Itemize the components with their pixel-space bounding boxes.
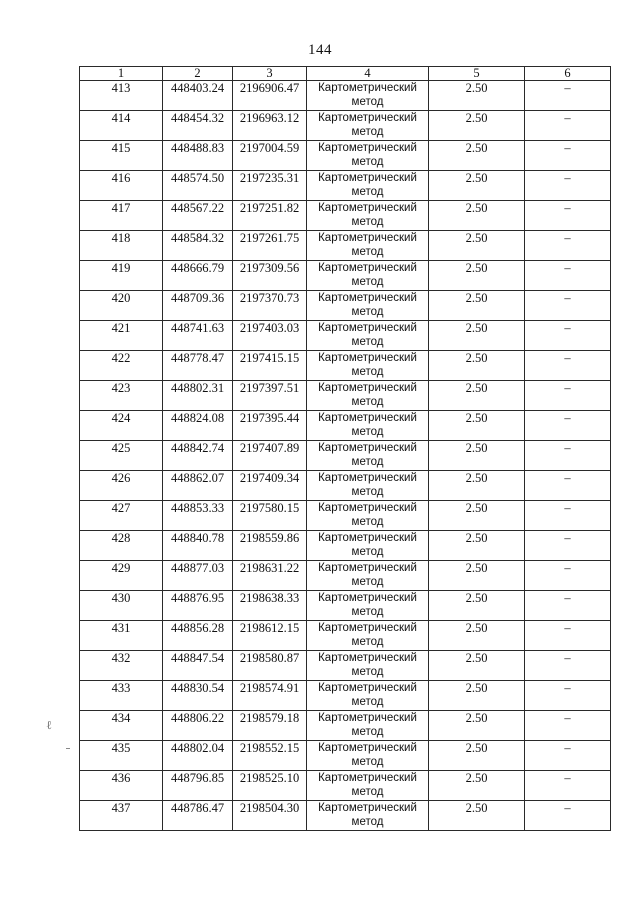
x-coordinate: 448862.07 [163, 471, 233, 501]
table-header-row [80, 67, 611, 81]
note-dash: – [525, 441, 611, 471]
method-line-1: Картометрический [318, 532, 417, 544]
x-coordinate: 448802.04 [163, 741, 233, 771]
method-line-2: метод [351, 366, 384, 378]
point-number: 414 [80, 111, 163, 141]
x-coordinate: 448796.85 [163, 771, 233, 801]
method-line-2: метод [351, 726, 384, 738]
method-cell [307, 111, 429, 141]
method-cell [307, 741, 429, 771]
method-line-1: Картометрический [318, 232, 417, 244]
note-dash: – [525, 711, 611, 741]
table-row [80, 621, 611, 651]
note-dash: – [525, 771, 611, 801]
method-cell [307, 471, 429, 501]
method-line-2: метод [351, 666, 384, 678]
table-row [80, 141, 611, 171]
accuracy-value: 2.50 [429, 711, 525, 741]
table-row [80, 801, 611, 831]
x-coordinate: 448847.54 [163, 651, 233, 681]
method-cell [307, 651, 429, 681]
x-coordinate: 448877.03 [163, 561, 233, 591]
note-dash: – [525, 741, 611, 771]
accuracy-value: 2.50 [429, 471, 525, 501]
point-number: 437 [80, 801, 163, 831]
point-number: 417 [80, 201, 163, 231]
accuracy-value: 2.50 [429, 261, 525, 291]
accuracy-value: 2.50 [429, 351, 525, 381]
method-line-2: метод [351, 96, 384, 108]
method-line-1: Картометрический [318, 412, 417, 424]
note-dash: – [525, 531, 611, 561]
table-row [80, 231, 611, 261]
y-coordinate: 2198579.18 [233, 711, 307, 741]
point-number: 416 [80, 171, 163, 201]
note-dash: – [525, 561, 611, 591]
method-line-1: Картометрический [318, 202, 417, 214]
method-line-2: метод [351, 186, 384, 198]
method-line-1: Картометрический [318, 622, 417, 634]
y-coordinate: 2197261.75 [233, 231, 307, 261]
column-header-1: 1 [80, 67, 163, 81]
method-cell [307, 201, 429, 231]
method-line-1: Картометрический [318, 802, 417, 814]
table-row [80, 201, 611, 231]
method-line-1: Картометрический [318, 262, 417, 274]
note-dash: – [525, 681, 611, 711]
point-number: 435 [80, 741, 163, 771]
y-coordinate: 2198631.22 [233, 561, 307, 591]
method-line-2: метод [351, 486, 384, 498]
y-coordinate: 2198612.15 [233, 621, 307, 651]
y-coordinate: 2198580.87 [233, 651, 307, 681]
table-row [80, 651, 611, 681]
y-coordinate: 2197409.34 [233, 471, 307, 501]
method-cell [307, 561, 429, 591]
method-line-2: метод [351, 456, 384, 468]
method-line-2: метод [351, 606, 384, 618]
method-line-2: метод [351, 816, 384, 828]
page-number: 144 [308, 42, 332, 58]
method-line-2: метод [351, 696, 384, 708]
accuracy-value: 2.50 [429, 171, 525, 201]
accuracy-value: 2.50 [429, 621, 525, 651]
method-cell [307, 411, 429, 441]
method-cell [307, 321, 429, 351]
x-coordinate: 448584.32 [163, 231, 233, 261]
table-row [80, 261, 611, 291]
point-number: 432 [80, 651, 163, 681]
method-cell [307, 501, 429, 531]
method-cell [307, 771, 429, 801]
method-line-2: метод [351, 396, 384, 408]
note-dash: – [525, 381, 611, 411]
table-row [80, 561, 611, 591]
accuracy-value: 2.50 [429, 231, 525, 261]
method-line-1: Картометрический [318, 442, 417, 454]
table-row [80, 81, 611, 111]
column-header-6: 6 [525, 67, 611, 81]
method-line-2: метод [351, 756, 384, 768]
method-cell [307, 141, 429, 171]
point-number: 423 [80, 381, 163, 411]
table-row [80, 441, 611, 471]
x-coordinate: 448403.24 [163, 81, 233, 111]
point-number: 418 [80, 231, 163, 261]
point-number: 431 [80, 621, 163, 651]
method-line-2: метод [351, 516, 384, 528]
accuracy-value: 2.50 [429, 591, 525, 621]
x-coordinate: 448824.08 [163, 411, 233, 441]
method-line-1: Картометрический [318, 472, 417, 484]
method-cell [307, 801, 429, 831]
note-dash: – [525, 471, 611, 501]
note-dash: – [525, 141, 611, 171]
method-cell [307, 711, 429, 741]
x-coordinate: 448574.50 [163, 171, 233, 201]
accuracy-value: 2.50 [429, 681, 525, 711]
table-row [80, 591, 611, 621]
note-dash: – [525, 171, 611, 201]
table-row [80, 711, 611, 741]
x-coordinate: 448567.22 [163, 201, 233, 231]
y-coordinate: 2197309.56 [233, 261, 307, 291]
method-line-1: Картометрический [318, 112, 417, 124]
x-coordinate: 448666.79 [163, 261, 233, 291]
table-row [80, 381, 611, 411]
y-coordinate: 2197004.59 [233, 141, 307, 171]
method-line-1: Картометрический [318, 382, 417, 394]
method-line-1: Картометрический [318, 352, 417, 364]
method-line-2: метод [351, 336, 384, 348]
accuracy-value: 2.50 [429, 141, 525, 171]
y-coordinate: 2198559.86 [233, 531, 307, 561]
y-coordinate: 2197580.15 [233, 501, 307, 531]
method-cell [307, 351, 429, 381]
method-cell [307, 261, 429, 291]
method-line-1: Картометрический [318, 682, 417, 694]
method-line-1: Картометрический [318, 652, 417, 664]
accuracy-value: 2.50 [429, 321, 525, 351]
x-coordinate: 448786.47 [163, 801, 233, 831]
note-dash: – [525, 591, 611, 621]
y-coordinate: 2196963.12 [233, 111, 307, 141]
table-row [80, 291, 611, 321]
method-line-1: Картометрический [318, 502, 417, 514]
y-coordinate: 2198574.91 [233, 681, 307, 711]
accuracy-value: 2.50 [429, 381, 525, 411]
method-cell [307, 621, 429, 651]
point-number: 427 [80, 501, 163, 531]
method-line-1: Картометрический [318, 772, 417, 784]
table-row [80, 771, 611, 801]
point-number: 415 [80, 141, 163, 171]
accuracy-value: 2.50 [429, 501, 525, 531]
accuracy-value: 2.50 [429, 741, 525, 771]
x-coordinate: 448840.78 [163, 531, 233, 561]
y-coordinate: 2197397.51 [233, 381, 307, 411]
table-row [80, 111, 611, 141]
x-coordinate: 448830.54 [163, 681, 233, 711]
method-line-2: метод [351, 156, 384, 168]
note-dash: – [525, 651, 611, 681]
margin-tick-mark [66, 748, 70, 749]
table-row [80, 741, 611, 771]
accuracy-value: 2.50 [429, 651, 525, 681]
method-cell [307, 291, 429, 321]
method-cell [307, 441, 429, 471]
x-coordinate: 448853.33 [163, 501, 233, 531]
method-cell [307, 81, 429, 111]
accuracy-value: 2.50 [429, 201, 525, 231]
x-coordinate: 448876.95 [163, 591, 233, 621]
method-cell [307, 681, 429, 711]
method-cell [307, 171, 429, 201]
method-line-1: Картометрический [318, 592, 417, 604]
table-row [80, 351, 611, 381]
x-coordinate: 448488.83 [163, 141, 233, 171]
point-number: 428 [80, 531, 163, 561]
table-row [80, 171, 611, 201]
method-cell [307, 231, 429, 261]
note-dash: – [525, 291, 611, 321]
table-row [80, 321, 611, 351]
method-line-1: Картометрический [318, 322, 417, 334]
column-header-2: 2 [163, 67, 233, 81]
table-row [80, 471, 611, 501]
method-cell [307, 381, 429, 411]
y-coordinate: 2198552.15 [233, 741, 307, 771]
method-line-1: Картометрический [318, 82, 417, 94]
method-line-2: метод [351, 276, 384, 288]
point-number: 434 [80, 711, 163, 741]
method-line-1: Картометрический [318, 712, 417, 724]
note-dash: – [525, 411, 611, 441]
table-row [80, 501, 611, 531]
method-line-2: метод [351, 786, 384, 798]
accuracy-value: 2.50 [429, 81, 525, 111]
y-coordinate: 2197403.03 [233, 321, 307, 351]
table-row [80, 531, 611, 561]
note-dash: – [525, 81, 611, 111]
y-coordinate: 2198638.33 [233, 591, 307, 621]
method-line-2: метод [351, 246, 384, 258]
note-dash: – [525, 201, 611, 231]
y-coordinate: 2197415.15 [233, 351, 307, 381]
table-row [80, 411, 611, 441]
x-coordinate: 448741.63 [163, 321, 233, 351]
x-coordinate: 448778.47 [163, 351, 233, 381]
accuracy-value: 2.50 [429, 801, 525, 831]
point-number: 424 [80, 411, 163, 441]
point-number: 433 [80, 681, 163, 711]
method-line-2: метод [351, 306, 384, 318]
margin-handwritten-mark: ℓ [46, 718, 52, 732]
coordinates-table [79, 66, 611, 831]
point-number: 426 [80, 471, 163, 501]
method-line-1: Картометрический [318, 292, 417, 304]
point-number: 430 [80, 591, 163, 621]
x-coordinate: 448856.28 [163, 621, 233, 651]
note-dash: – [525, 351, 611, 381]
method-line-1: Картометрический [318, 172, 417, 184]
accuracy-value: 2.50 [429, 561, 525, 591]
table-row [80, 681, 611, 711]
point-number: 413 [80, 81, 163, 111]
note-dash: – [525, 801, 611, 831]
table-body [80, 81, 611, 831]
point-number: 429 [80, 561, 163, 591]
accuracy-value: 2.50 [429, 441, 525, 471]
point-number: 436 [80, 771, 163, 801]
column-header-3: 3 [233, 67, 307, 81]
method-line-2: метод [351, 426, 384, 438]
note-dash: – [525, 231, 611, 261]
y-coordinate: 2198504.30 [233, 801, 307, 831]
point-number: 420 [80, 291, 163, 321]
accuracy-value: 2.50 [429, 291, 525, 321]
note-dash: – [525, 261, 611, 291]
method-line-2: метод [351, 216, 384, 228]
note-dash: – [525, 501, 611, 531]
accuracy-value: 2.50 [429, 411, 525, 441]
column-header-5: 5 [429, 67, 525, 81]
method-line-2: метод [351, 546, 384, 558]
y-coordinate: 2197407.89 [233, 441, 307, 471]
method-line-1: Картометрический [318, 142, 417, 154]
point-number: 425 [80, 441, 163, 471]
y-coordinate: 2197235.31 [233, 171, 307, 201]
note-dash: – [525, 621, 611, 651]
point-number: 419 [80, 261, 163, 291]
accuracy-value: 2.50 [429, 111, 525, 141]
method-line-2: метод [351, 126, 384, 138]
x-coordinate: 448454.32 [163, 111, 233, 141]
x-coordinate: 448709.36 [163, 291, 233, 321]
point-number: 421 [80, 321, 163, 351]
accuracy-value: 2.50 [429, 771, 525, 801]
column-header-4: 4 [307, 67, 429, 81]
point-number: 422 [80, 351, 163, 381]
method-line-2: метод [351, 576, 384, 588]
x-coordinate: 448802.31 [163, 381, 233, 411]
y-coordinate: 2197370.73 [233, 291, 307, 321]
y-coordinate: 2197395.44 [233, 411, 307, 441]
method-line-1: Картометрический [318, 562, 417, 574]
x-coordinate: 448842.74 [163, 441, 233, 471]
method-cell [307, 591, 429, 621]
method-line-2: метод [351, 636, 384, 648]
note-dash: – [525, 321, 611, 351]
x-coordinate: 448806.22 [163, 711, 233, 741]
accuracy-value: 2.50 [429, 531, 525, 561]
y-coordinate: 2197251.82 [233, 201, 307, 231]
y-coordinate: 2196906.47 [233, 81, 307, 111]
method-line-1: Картометрический [318, 742, 417, 754]
note-dash: – [525, 111, 611, 141]
y-coordinate: 2198525.10 [233, 771, 307, 801]
method-cell [307, 531, 429, 561]
